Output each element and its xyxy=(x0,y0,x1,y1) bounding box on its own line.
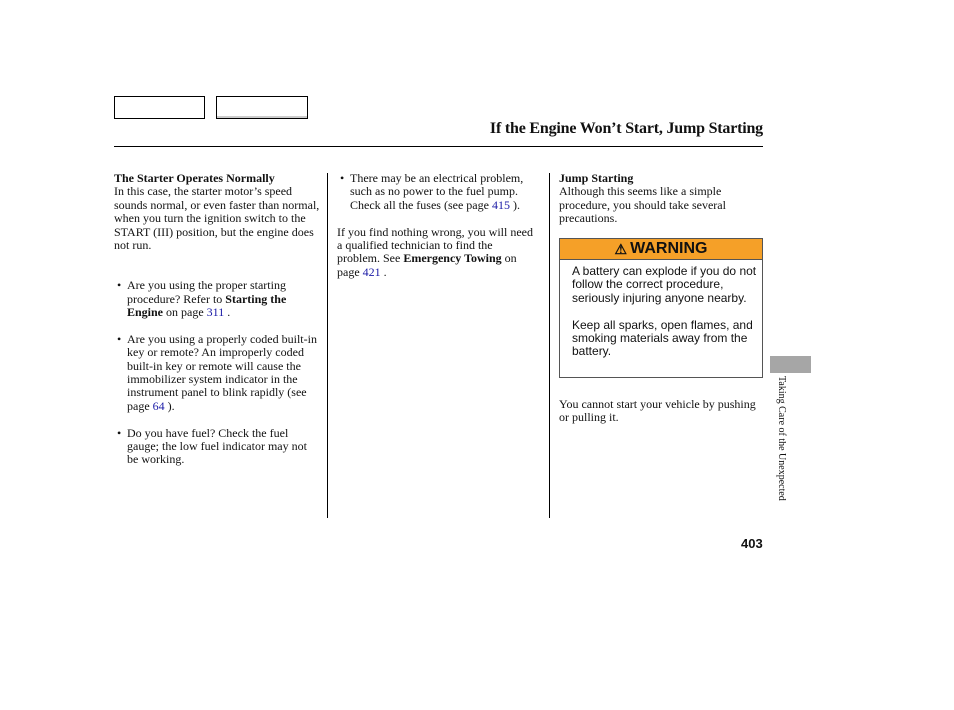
nav-button-1[interactable] xyxy=(114,96,205,119)
nav-button-2[interactable] xyxy=(216,96,308,119)
column-divider-2 xyxy=(549,173,550,518)
page-link-415[interactable]: 415 xyxy=(491,197,510,212)
column-3 xyxy=(559,172,759,226)
intro-paragraph: Although this seems like a simple procedure, you should take several precautions. xyxy=(559,184,726,226)
bullet-icon: • xyxy=(117,425,122,440)
column-1 xyxy=(114,172,320,467)
warning-label: WARNING xyxy=(630,240,708,257)
page-link-421[interactable]: 421 xyxy=(362,264,381,279)
list-item: • Do you have fuel? Check the fuel gauge; the low fuel indicator may not be working. xyxy=(117,425,307,467)
page-number: 403 xyxy=(741,536,763,551)
paragraph: You cannot start your vehicle by pushing or pulling it. xyxy=(559,397,756,425)
page-title: If the Engine Won’t Start, Jump Starting xyxy=(489,120,763,137)
section-heading: The Starter Operates Normally xyxy=(114,171,275,185)
bullet-icon: • xyxy=(340,171,345,185)
section-heading: Jump Starting xyxy=(559,171,634,185)
list-item: • Are you using the proper starting procedure? Refer to Starting the Engine on page 311 . xyxy=(117,278,287,320)
column-divider-1 xyxy=(327,173,328,518)
list-item: • Are you using a properly coded built-in key or remote? An improperly coded built-in key or remote will cause the immobilizer system indicator in the instrument panel to blink rapidly (see page 64 ). xyxy=(117,331,317,413)
page-link-64[interactable]: 64 xyxy=(152,398,165,413)
bullet-icon: • xyxy=(117,331,122,346)
section-tab xyxy=(770,356,811,373)
intro-paragraph: In this case, the starter motor’s speed sounds normal, or even faster than normal, when you turn the ignition switch to the START (III) position, but the engine does not run. xyxy=(114,184,320,253)
warning-box xyxy=(559,238,763,378)
warning-triangle-icon: ⚠ xyxy=(614,240,628,257)
page-link-311[interactable]: 311 xyxy=(206,305,225,320)
section-label: Taking Care of the Unexpected xyxy=(776,376,787,501)
list-item: • There may be an electrical problem, such as no power to the fuel pump. Check all the fuses (see page 415 ). xyxy=(340,171,524,212)
column-2 xyxy=(337,172,537,279)
header-divider xyxy=(114,146,763,147)
paragraph: If you find nothing wrong, you will need a qualified technician to find the problem. See Emergency Towing on page 421 . xyxy=(337,224,533,279)
bullet-icon: • xyxy=(117,278,122,293)
warning-text: A battery can explode if you do not follow the correct procedure, seriously injuring anyone nearby. Keep all sparks, open flames, and smoking materials away from the battery. xyxy=(572,264,757,359)
warning-header xyxy=(560,239,762,260)
